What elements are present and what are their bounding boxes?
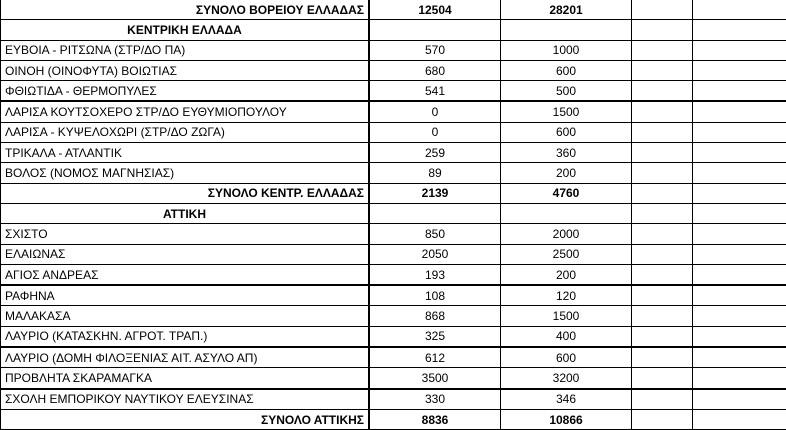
empty-cell[interactable]	[693, 81, 786, 102]
value-cell-1[interactable]: 8836	[369, 409, 501, 429]
table-row	[1, 101, 786, 122]
table-row	[1, 224, 786, 244]
value-cell-1[interactable]: 0	[369, 101, 501, 122]
value-cell-1[interactable]: 3500	[369, 368, 501, 389]
table-row	[1, 389, 786, 410]
table-row	[1, 368, 786, 389]
total-row	[1, 0, 786, 20]
empty-cell[interactable]	[693, 183, 786, 203]
table-row	[1, 326, 786, 347]
label-cell[interactable]: ΦΘΙΩΤΙΔΑ - ΘΕΡΜΟΠΥΛΕΣ	[1, 81, 370, 102]
value-cell-2[interactable]: 4760	[501, 183, 632, 203]
value-cell-2[interactable]: 360	[501, 143, 632, 163]
value-cell-2[interactable]: 2000	[501, 224, 632, 244]
value-cell-1[interactable]: 193	[369, 264, 501, 285]
empty-cell[interactable]	[632, 143, 693, 163]
value-cell-2[interactable]: 600	[501, 347, 632, 368]
value-cell-2[interactable]: 2500	[501, 244, 632, 264]
table-row	[1, 40, 786, 60]
value-cell-1[interactable]: 12504	[369, 0, 501, 20]
value-cell-2[interactable]: 120	[501, 285, 632, 306]
value-cell-2[interactable]: 200	[501, 264, 632, 285]
label-cell[interactable]: ΛΑΡΙΣΑ ΚΟΥΤΣΟΧΕΡΟ ΣΤΡ/ΔΟ ΕΥΘΥΜΙΟΠΟΥΛΟΥ	[1, 101, 370, 122]
table-row	[1, 143, 786, 163]
section-header-row	[1, 203, 786, 223]
empty-cell[interactable]	[693, 368, 786, 389]
table-row	[1, 347, 786, 368]
table-row	[1, 244, 786, 264]
value-cell-1[interactable]: 680	[369, 60, 501, 80]
empty-cell[interactable]	[693, 306, 786, 326]
empty-cell[interactable]	[693, 101, 786, 122]
empty-cell[interactable]	[693, 60, 786, 80]
empty-cell[interactable]	[632, 326, 693, 347]
label-cell[interactable]: ΚΕΝΤΡΙΚΗ ΕΛΛΑΔΑ	[1, 20, 370, 40]
label-cell[interactable]: ΣΧΟΛΗ ΕΜΠΟΡΙΚΟΥ ΝΑΥΤΙΚΟΥ ΕΛΕΥΣΙΝΑΣ	[1, 389, 370, 410]
empty-cell[interactable]	[693, 389, 786, 410]
empty-cell[interactable]	[693, 0, 786, 20]
empty-cell[interactable]	[632, 264, 693, 285]
value-cell-1[interactable]: 259	[369, 143, 501, 163]
value-cell-1[interactable]: 2050	[369, 244, 501, 264]
total-row	[1, 183, 786, 203]
value-cell-1[interactable]: 0	[369, 122, 501, 142]
empty-cell[interactable]	[632, 163, 693, 183]
value-cell-1[interactable]: 108	[369, 285, 501, 306]
empty-cell[interactable]	[632, 244, 693, 264]
empty-cell[interactable]	[693, 244, 786, 264]
value-cell-1[interactable]: 89	[369, 163, 501, 183]
label-cell[interactable]: ΡΑΦΗΝΑ	[1, 285, 370, 306]
label-cell[interactable]: ΛΑΡΙΣΑ - ΚΥΨΕΛΟΧΩΡΙ (ΣΤΡ/ΔΟ ΖΩΓΑ)	[1, 122, 370, 142]
empty-cell[interactable]	[693, 224, 786, 244]
table-row	[1, 163, 786, 183]
value-cell-1[interactable]: 325	[369, 326, 501, 347]
value-cell-2[interactable]: 1500	[501, 306, 632, 326]
empty-cell[interactable]	[693, 203, 786, 223]
table-row	[1, 81, 786, 102]
value-cell-2[interactable]: 1500	[501, 101, 632, 122]
label-cell[interactable]: ΜΑΛΑΚΑΣΑ	[1, 306, 370, 326]
empty-cell[interactable]	[693, 326, 786, 347]
value-cell-2[interactable]	[501, 203, 632, 223]
value-cell-1[interactable]	[369, 203, 501, 223]
value-cell-1[interactable]	[369, 20, 501, 40]
label-cell[interactable]: ΛΑΥΡΙΟ (ΔΟΜΗ ΦΙΛΟΞΕΝΙΑΣ ΑΙΤ. ΑΣΥΛΟ ΑΠ)	[1, 347, 370, 368]
value-cell-1[interactable]: 570	[369, 40, 501, 60]
section-header-row	[1, 20, 786, 40]
empty-cell[interactable]	[632, 347, 693, 368]
value-cell-2[interactable]: 28201	[501, 0, 632, 20]
label-cell[interactable]: ΣΥΝΟΛΟ ΚΕΝΤΡ. ΕΛΛΑΔΑΣ	[1, 183, 370, 203]
value-cell-2[interactable]: 346	[501, 389, 632, 410]
value-cell-1[interactable]: 868	[369, 306, 501, 326]
label-cell[interactable]: ΟΙΝΟΗ (ΟΙΝΟΦΥΤΑ) ΒΟΙΩΤΙΑΣ	[1, 60, 370, 80]
value-cell-2[interactable]: 10866	[501, 409, 632, 429]
empty-cell[interactable]	[632, 285, 693, 306]
empty-cell[interactable]	[693, 264, 786, 285]
empty-cell[interactable]	[632, 101, 693, 122]
value-cell-1[interactable]: 330	[369, 389, 501, 410]
label-cell[interactable]: ΑΤΤΙΚΗ	[1, 203, 370, 223]
empty-cell[interactable]	[632, 389, 693, 410]
empty-cell[interactable]	[693, 143, 786, 163]
table-row	[1, 122, 786, 142]
empty-cell[interactable]	[632, 306, 693, 326]
table-row	[1, 60, 786, 80]
empty-cell[interactable]	[632, 81, 693, 102]
empty-cell[interactable]	[632, 20, 693, 40]
value-cell-2[interactable]: 600	[501, 122, 632, 142]
empty-cell[interactable]	[693, 163, 786, 183]
empty-cell[interactable]	[632, 40, 693, 60]
value-cell-2[interactable]: 3200	[501, 368, 632, 389]
empty-cell[interactable]	[632, 0, 693, 20]
table-row	[1, 285, 786, 306]
empty-cell[interactable]	[693, 122, 786, 142]
label-cell[interactable]: ΣΥΝΟΛΟ ΒΟΡΕΙΟΥ ΕΛΛΑΔΑΣ	[1, 0, 370, 20]
value-cell-1[interactable]: 850	[369, 224, 501, 244]
label-cell[interactable]: ΕΛΑΙΩΝΑΣ	[1, 244, 370, 264]
empty-cell[interactable]	[632, 224, 693, 244]
value-cell-2[interactable]: 200	[501, 163, 632, 183]
label-cell[interactable]: ΒΟΛΟΣ (ΝΟΜΟΣ ΜΑΓΝΗΣΙΑΣ)	[1, 163, 370, 183]
value-cell-1[interactable]: 2139	[369, 183, 501, 203]
empty-cell[interactable]	[632, 60, 693, 80]
label-cell[interactable]: ΑΓΙΟΣ ΑΝΔΡΕΑΣ	[1, 264, 370, 285]
value-cell-2[interactable]: 400	[501, 326, 632, 347]
empty-cell[interactable]	[693, 285, 786, 306]
empty-cell[interactable]	[632, 368, 693, 389]
label-cell[interactable]: ΕΥΒΟΙΑ - ΡΙΤΣΩΝΑ (ΣΤΡ/ΔΟ ΠΑ)	[1, 40, 370, 60]
empty-cell[interactable]	[632, 183, 693, 203]
empty-cell[interactable]	[693, 40, 786, 60]
empty-cell[interactable]	[693, 20, 786, 40]
label-cell[interactable]: ΛΑΥΡΙΟ (ΚΑΤΑΣΚΗΝ. ΑΓΡΟΤ. ΤΡΑΠ.)	[1, 326, 370, 347]
value-cell-2[interactable]: 500	[501, 81, 632, 102]
table-row	[1, 306, 786, 326]
label-cell[interactable]: ΤΡΙΚΑΛΑ - ΑΤΛΑΝΤΙΚ	[1, 143, 370, 163]
value-cell-2[interactable]: 600	[501, 60, 632, 80]
label-cell[interactable]: ΣΥΝΟΛΟ ΑΤΤΙΚΗΣ	[1, 409, 370, 429]
label-cell[interactable]: ΣΧΙΣΤΟ	[1, 224, 370, 244]
value-cell-1[interactable]: 541	[369, 81, 501, 102]
table-row	[1, 264, 786, 285]
empty-cell[interactable]	[632, 203, 693, 223]
value-cell-2[interactable]: 1000	[501, 40, 632, 60]
value-cell-1[interactable]: 612	[369, 347, 501, 368]
value-cell-2[interactable]	[501, 20, 632, 40]
empty-cell[interactable]	[632, 122, 693, 142]
empty-cell[interactable]	[693, 347, 786, 368]
label-cell[interactable]: ΠΡΟΒΛΗΤΑ ΣΚΑΡΑΜΑΓΚΑ	[1, 368, 370, 389]
